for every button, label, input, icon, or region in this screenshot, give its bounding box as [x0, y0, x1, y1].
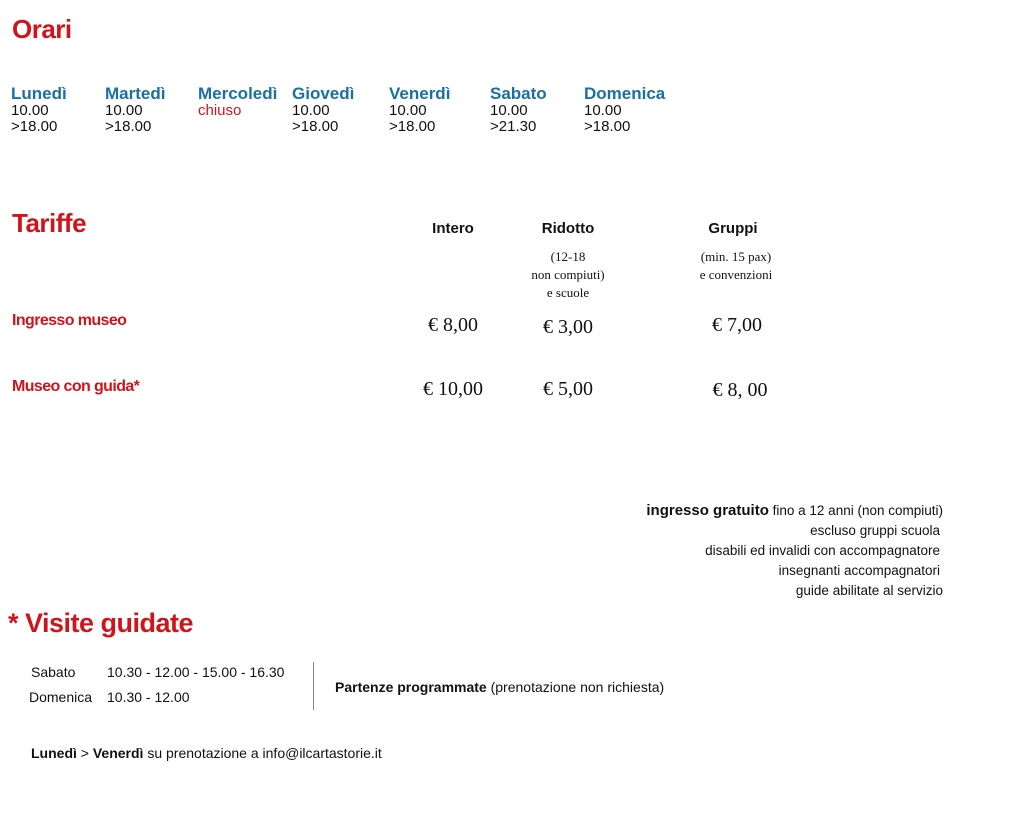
- price-ingresso-ridotto: € 3,00: [543, 316, 593, 338]
- day-sunday: [584, 84, 665, 135]
- day-monday: [11, 84, 67, 135]
- column-header-gruppi: Gruppi: [708, 220, 758, 237]
- opening-time: 10.00: [292, 102, 330, 119]
- partenze-bold: Partenze programmate: [335, 679, 487, 695]
- closing-time: >18.00: [584, 118, 631, 135]
- tariffe-title: Tariffe: [12, 208, 87, 238]
- column-header-intero: Intero: [432, 220, 474, 237]
- day-tuesday: [105, 84, 165, 135]
- free-entry-bold: ingresso gratuito: [646, 502, 769, 519]
- free-entry-line: disabili ed invalidi con accompagnatore: [705, 543, 940, 558]
- visit-day-sabato: Sabato: [31, 664, 76, 680]
- visit-day-domenica: Domenica: [29, 689, 93, 705]
- free-entry-line: [646, 502, 943, 519]
- opening-time: 10.00: [389, 102, 427, 119]
- closing-time: >18.00: [292, 118, 339, 135]
- price-guida-ridotto: € 5,00: [543, 378, 593, 400]
- day-name: Sabato: [490, 84, 547, 103]
- price-ingresso-intero: € 8,00: [428, 314, 478, 336]
- divider: [313, 662, 314, 710]
- weekday-from: Lunedì: [31, 745, 77, 761]
- closing-time: >18.00: [105, 118, 152, 135]
- day-name: Venerdì: [389, 84, 451, 103]
- note-line: non compiuti): [531, 267, 605, 282]
- note-line: (min. 15 pax): [700, 249, 772, 264]
- weekday-rest: su prenotazione a info@ilcartastorie.it: [143, 745, 382, 761]
- opening-time: 10.00: [584, 102, 622, 119]
- partenze-note: [335, 679, 664, 695]
- visit-times-domenica: 10.30 - 12.00: [107, 689, 190, 705]
- price-guida-intero: € 10,00: [423, 378, 483, 400]
- weekday-sep: >: [76, 745, 93, 761]
- ridotto-note: [508, 248, 628, 302]
- row-label-ingresso-museo: Ingresso museo: [12, 312, 127, 329]
- day-name: Domenica: [584, 84, 666, 103]
- day-name: Giovedì: [292, 84, 355, 103]
- row-label-museo-con-guida: Museo con guida*: [12, 378, 140, 395]
- gruppi-note: [676, 248, 796, 284]
- closing-time: >18.00: [11, 118, 58, 135]
- visit-times-sabato: 10.30 - 12.00 - 15.00 - 16.30: [107, 664, 285, 680]
- weekday-to: Venerdì: [92, 745, 144, 761]
- free-entry-line: guide abilitate al servizio: [795, 583, 943, 598]
- day-wednesday: [198, 84, 277, 119]
- orari-title: Orari: [12, 14, 72, 44]
- opening-time: 10.00: [105, 102, 143, 119]
- day-saturday: [490, 84, 547, 135]
- day-name: Martedì: [105, 84, 166, 103]
- day-name: Lunedì: [11, 84, 67, 103]
- partenze-rest: (prenotazione non richiesta): [486, 679, 665, 695]
- note-line: (12-18: [550, 249, 586, 264]
- price-guida-gruppi: € 8, 00: [712, 379, 768, 401]
- opening-time: 10.00: [11, 102, 49, 119]
- column-header-ridotto: Ridotto: [541, 220, 595, 237]
- day-name: Mercoledì: [198, 84, 278, 103]
- opening-time: 10.00: [490, 102, 528, 119]
- price-ingresso-gruppi: € 7,00: [712, 314, 762, 336]
- weekday-booking-note: [31, 745, 382, 761]
- closing-time: >18.00: [389, 118, 436, 135]
- free-entry-line: insegnanti accompagnatori: [778, 563, 940, 578]
- free-entry-rest: fino a 12 anni (non compiuti): [768, 503, 943, 518]
- closed-label: chiuso: [198, 102, 242, 119]
- closing-time: >21.30: [490, 118, 537, 135]
- note-line: e scuole: [546, 285, 590, 300]
- note-line: e convenzioni: [699, 267, 773, 282]
- day-thursday: [292, 84, 354, 135]
- day-friday: [389, 84, 450, 135]
- visite-title: * Visite guidate: [8, 608, 194, 638]
- free-entry-line: escluso gruppi scuola: [810, 523, 940, 538]
